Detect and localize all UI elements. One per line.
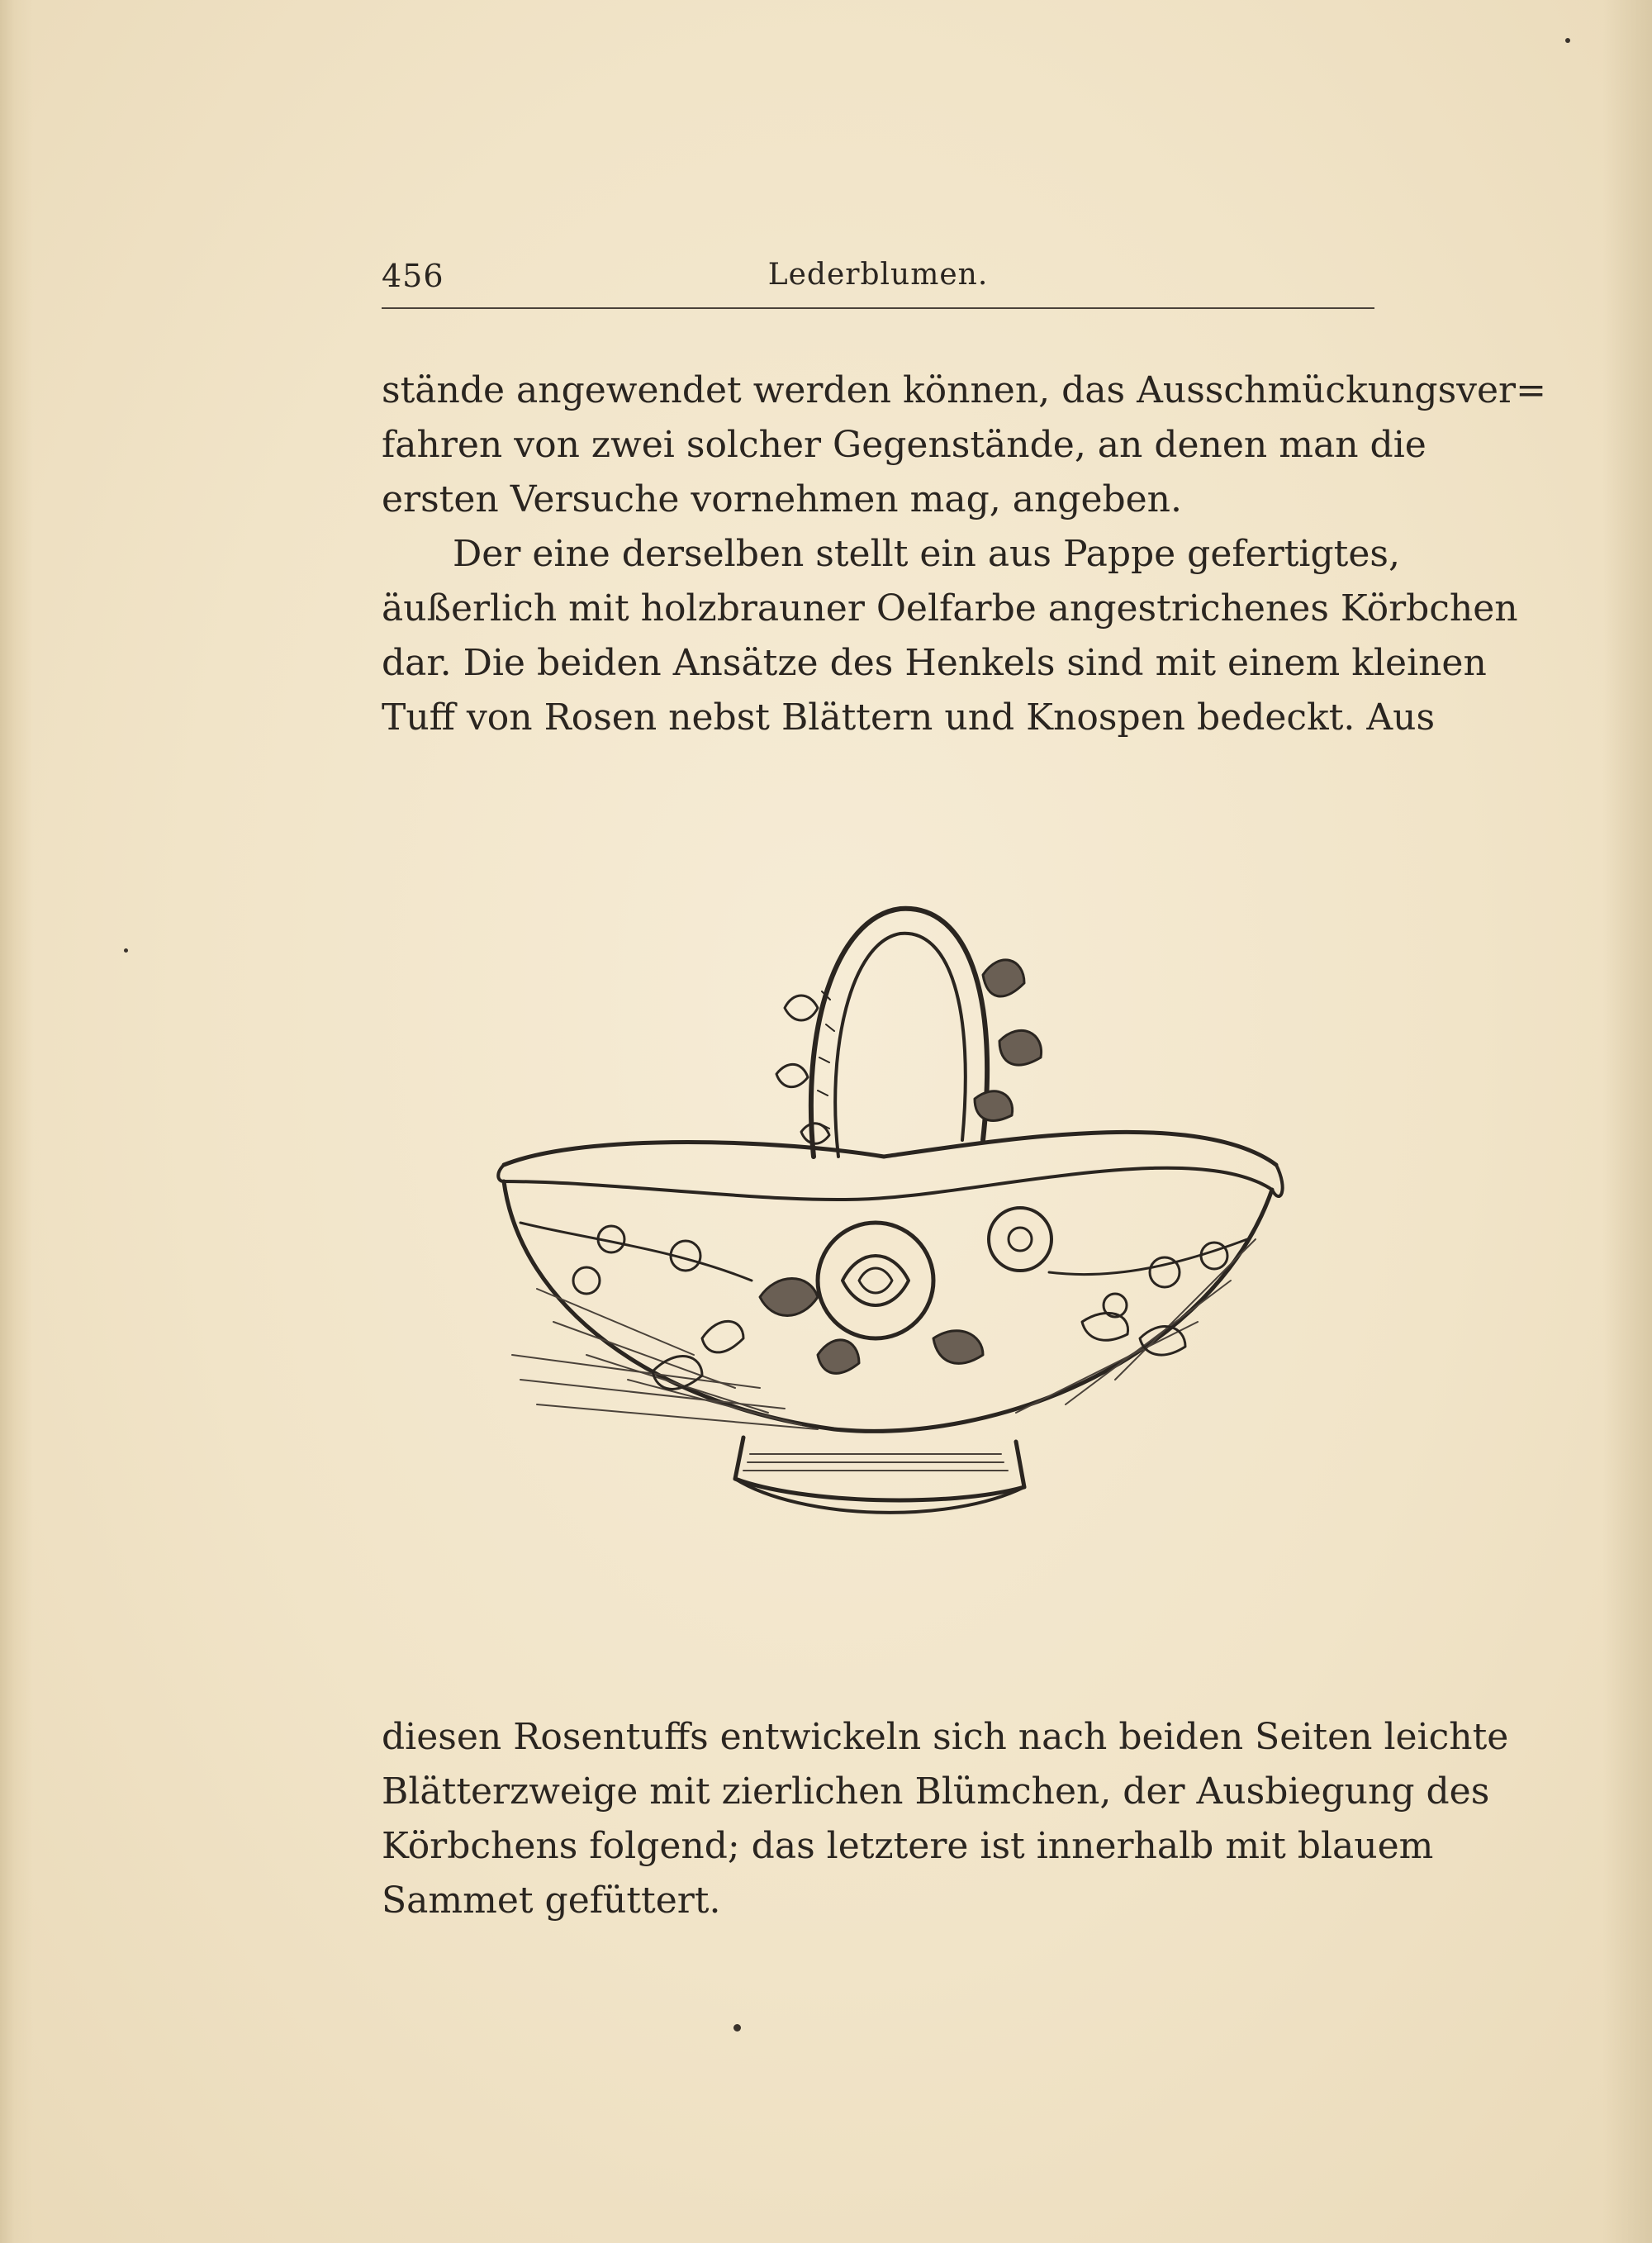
flower-basket-engraving-icon xyxy=(487,892,1297,1553)
text-line: äußerlich mit holzbrauner Oelfarbe angestrichenes Körbchen xyxy=(382,587,1518,630)
ink-speck xyxy=(1565,38,1570,43)
text-line: fahren von zwei solcher Gegenstände, an denen man die xyxy=(382,424,1427,466)
text-line: Tuff von Rosen nebst Blättern und Knospen bedeckt. Aus xyxy=(382,696,1436,739)
running-title: Lederblumen. xyxy=(767,258,989,292)
text-line: Körbchens folgend; das letztere ist innerhalb mit blauem xyxy=(382,1825,1434,1867)
page-right-edge xyxy=(1602,0,1652,2243)
page-number: 456 xyxy=(382,258,444,294)
text-line: diesen Rosentuffs entwickeln sich nach beiden Seiten leichte xyxy=(382,1716,1509,1758)
text-line: stände angewendet werden können, das Ausschmückungsver= xyxy=(382,369,1546,411)
page-header xyxy=(382,258,1374,309)
body-text-top xyxy=(382,364,1546,745)
text-line: ersten Versuche vornehmen mag, angeben. xyxy=(382,478,1183,520)
text-line: Sammet gefüttert. xyxy=(382,1879,721,1922)
ink-speck xyxy=(733,2024,741,2032)
body-text-bottom xyxy=(382,1710,1509,1928)
text-line: dar. Die beiden Ansätze des Henkels sind mit einem kleinen xyxy=(382,642,1487,684)
ink-speck xyxy=(124,948,128,953)
page-left-edge xyxy=(0,0,33,2243)
text-line: Blätterzweige mit zierlichen Blümchen, der Ausbiegung des xyxy=(382,1770,1490,1813)
text-line: Der eine derselben stellt ein aus Pappe gefertigtes, xyxy=(453,533,1400,575)
